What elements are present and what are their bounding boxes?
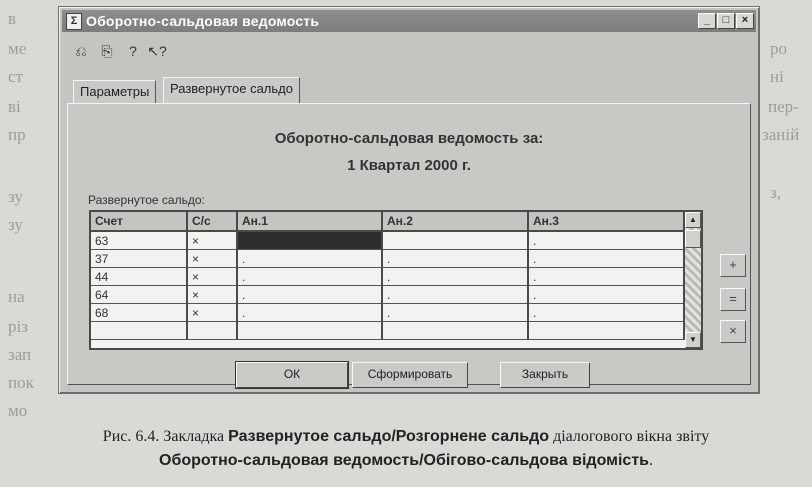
bg-text-line: ві: [8, 97, 21, 116]
close-button[interactable]: Закрыть: [500, 362, 590, 388]
table-row[interactable]: [91, 322, 684, 340]
cell-cs-flag[interactable]: ×: [187, 231, 237, 250]
bg-text-line: пр: [8, 125, 26, 144]
context-help-icon[interactable]: ↖?: [147, 43, 167, 59]
cell-an2[interactable]: .: [382, 268, 528, 286]
cell-account[interactable]: 64: [91, 286, 187, 304]
cell-account[interactable]: 63: [91, 231, 187, 250]
cell-account[interactable]: 44: [91, 268, 187, 286]
report-title: Оборотно-сальдовая ведомость за:: [274, 130, 544, 147]
tab-strip: [67, 77, 751, 103]
close-window-button[interactable]: ×: [736, 13, 754, 29]
cell-an3[interactable]: .: [528, 231, 684, 250]
table-header-row: [91, 212, 684, 231]
cell-account[interactable]: 37: [91, 250, 187, 268]
bg-text-line: пер-: [768, 97, 799, 116]
cell-an1[interactable]: .: [237, 304, 382, 322]
column-header[interactable]: Ан.2: [382, 212, 528, 231]
grid-scrollbar[interactable]: [685, 212, 701, 348]
balance-grid[interactable]: [89, 210, 703, 350]
cell-an1-selected[interactable]: [237, 231, 382, 250]
tab-parameters[interactable]: Параметры: [73, 80, 156, 103]
caption-bold-term: Развернутое сальдо/Розгорнене сальдо: [228, 428, 550, 445]
delete-row-button[interactable]: ×: [720, 320, 746, 343]
add-row-button[interactable]: +: [720, 254, 746, 277]
window-title: Оборотно-сальдовая ведомость: [86, 13, 320, 29]
balance-table: [91, 212, 685, 340]
bg-text-line: ме: [8, 39, 27, 58]
table-row[interactable]: [91, 250, 684, 268]
caption-bold-report: Оборотно-сальдовая ведомость/Обігово-сальдова відомість: [159, 452, 649, 469]
table-row[interactable]: [91, 286, 684, 304]
bg-text-line: мо: [8, 401, 28, 420]
bg-text-line: зап: [8, 345, 32, 364]
generate-button[interactable]: Сформировать: [352, 362, 468, 388]
table-row[interactable]: [91, 268, 684, 286]
help-icon[interactable]: ?: [129, 43, 137, 59]
sigma-icon: Σ: [66, 13, 82, 30]
bg-text-line: різ: [8, 317, 28, 336]
tool-save-icon[interactable]: ⎘: [101, 43, 113, 59]
cell-cs-flag[interactable]: ×: [187, 304, 237, 322]
cell-cs-flag[interactable]: [187, 322, 237, 340]
bg-text-line: в: [8, 9, 17, 28]
bg-text-line: ро: [770, 39, 787, 58]
report-dialog: [58, 6, 760, 394]
equals-button[interactable]: =: [720, 288, 746, 311]
toolbar: [67, 39, 267, 65]
cell-an1[interactable]: .: [237, 286, 382, 304]
cell-an1[interactable]: .: [237, 250, 382, 268]
bg-text-line: заній: [762, 125, 800, 144]
tool-open-icon[interactable]: ⎌: [75, 43, 87, 59]
cell-an2[interactable]: .: [382, 250, 528, 268]
ok-button[interactable]: ОК: [236, 362, 348, 388]
scroll-thumb[interactable]: [685, 230, 701, 248]
report-period: 1 Квартал 2000 г.: [347, 157, 471, 174]
bg-text-line: ст: [8, 67, 23, 86]
bg-text-line: на: [8, 287, 25, 306]
cell-an1[interactable]: [237, 322, 382, 340]
cell-an3[interactable]: .: [528, 304, 684, 322]
cell-an2[interactable]: [382, 231, 528, 250]
figure-caption-line1: [0, 428, 812, 446]
cell-an1[interactable]: .: [237, 268, 382, 286]
grid-label: Развернутое сальдо:: [88, 193, 205, 207]
minimize-button[interactable]: _: [698, 13, 716, 29]
scroll-up-icon[interactable]: ▲: [685, 212, 701, 228]
table-row[interactable]: [91, 231, 684, 250]
tab-expanded-balance[interactable]: Развернутое сальдо: [163, 77, 300, 103]
column-header[interactable]: Счет: [91, 212, 187, 231]
cell-cs-flag[interactable]: ×: [187, 268, 237, 286]
cell-an2[interactable]: .: [382, 304, 528, 322]
cell-an2[interactable]: [382, 322, 528, 340]
bg-text-line: зу: [8, 215, 23, 234]
cell-cs-flag[interactable]: ×: [187, 250, 237, 268]
cell-account[interactable]: [91, 322, 187, 340]
figure-caption-line2: [0, 452, 812, 470]
cell-an3[interactable]: .: [528, 250, 684, 268]
tab-panel: [67, 103, 751, 385]
scroll-down-icon[interactable]: ▼: [685, 332, 701, 348]
cell-an3[interactable]: .: [528, 286, 684, 304]
bg-text-line: з,: [770, 183, 781, 202]
column-header[interactable]: Ан.3: [528, 212, 684, 231]
cell-an2[interactable]: .: [382, 286, 528, 304]
caption-prefix: Рис. 6.4. Закладка: [102, 428, 229, 445]
cell-account[interactable]: 68: [91, 304, 187, 322]
bg-text-line: пок: [8, 373, 34, 392]
cell-cs-flag[interactable]: ×: [187, 286, 237, 304]
cell-an3[interactable]: .: [528, 268, 684, 286]
bg-text-line: ні: [770, 67, 784, 86]
column-header[interactable]: Ан.1: [237, 212, 382, 231]
column-header[interactable]: С/с: [187, 212, 237, 231]
caption-suffix: діалогового вікна звіту: [549, 428, 710, 445]
bg-text-line: зу: [8, 187, 23, 206]
maximize-button[interactable]: □: [717, 13, 735, 29]
caption-end: .: [649, 452, 653, 469]
table-row[interactable]: [91, 304, 684, 322]
cell-an3[interactable]: [528, 322, 684, 340]
title-bar[interactable]: [62, 10, 756, 32]
